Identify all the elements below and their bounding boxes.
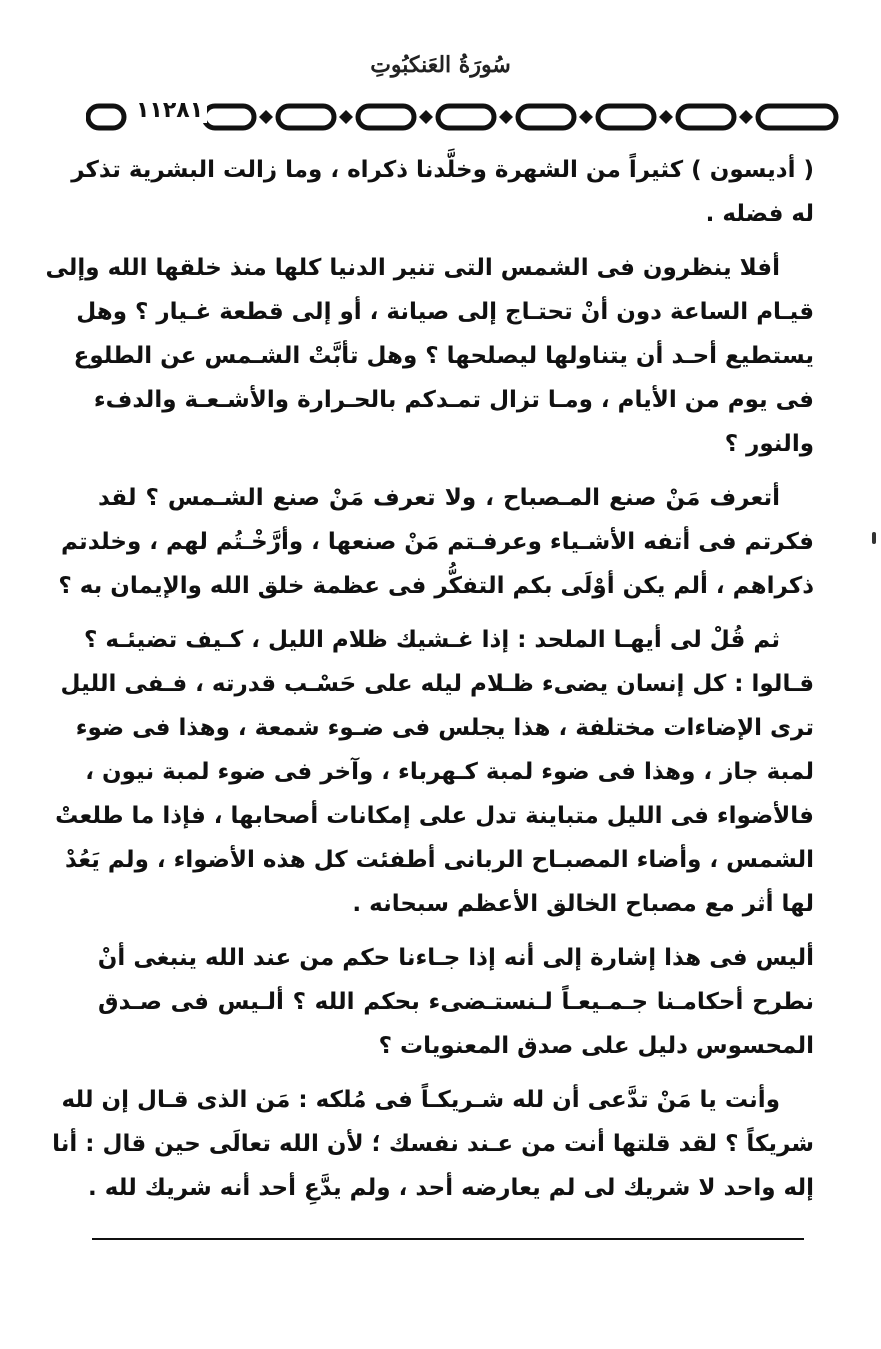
text-line: قـالوا : كل إنسان يضىء ظـلام ليله على حَسْـب قدرته ، فـفى الليل [60,671,814,697]
text-line: فكرتم فى أتفه الأشـياء وعرفـتم مَنْ صنعها ، وأرَّخْـتُم لهم ، وخلدتم [61,529,814,555]
text-line: أليس فى هذا إشارة إلى أنه إذا جـاءنا حكم من عند الله ينبغى أنْ [97,945,814,971]
text-line: وأنت يا مَنْ تدَّعى أن لله شـريكـاً فى مُلكه : مَن الذى قـال إن لله [61,1087,780,1113]
paragraph [52,1078,814,1210]
text-line: يستطيع أحـد أن يتناولها ليصلحها ؟ وهل تأبَّتْ الشـمس عن الطلوع [73,343,814,369]
paragraph [58,476,814,608]
text-line: أتعرف مَنْ صنع المـصباح ، ولا تعرف مَنْ صنع الشـمس ؟ لقد [98,485,780,511]
text-line: المحسوس دليل على صدق المعنويات ؟ [378,1033,814,1059]
text-line: شريكاً ؟ لقد قلتها أنت من عـند نفسك ؛ لأن الله تعالَى حين قال : أنا [52,1131,814,1157]
paragraph [45,246,814,466]
text-line: إله واحد لا شريك لى لم يعارضه أحد ، ولم يدَّعِ أحد أنه شريك لله . [88,1175,814,1201]
paragraph [98,936,814,1068]
text-line: أفلا ينظرون فى الشمس التى تنير الدنيا كلها منذ خلقها الله وإلى [45,255,780,281]
text-line: ذكراهم ، ألم يكن أوْلَى بكم التفكُّر فى عظمة خلق الله والإيمان به ؟ [58,573,814,599]
text-line: ثم قُلْ لى أيهـا الملحد : إذا غـشيك ظلام الليل ، كـيف تضيئـه ؟ [84,627,780,653]
footnote-divider [92,1238,804,1240]
scan-mark [872,532,876,544]
text-line: لمبة جاز ، وهذا فى ضوء لمبة كـهرباء ، وآخر فى ضوء لمبة نيون ، [85,759,814,785]
text-line: نطرح أحكامـنا جـمـيعـاً لـنستـضىء بحكم الله ؟ ألـيس فى صـدق [98,989,814,1015]
paragraph [71,148,814,236]
surah-title: سُورَةُ العَنكبُوتِ [370,52,511,78]
text-line: لها أثر مع مصباح الخالق الأعظم سبحانه . [352,891,814,917]
text-line: فالأضواء فى الليل متباينة تدل على إمكانات أصحابها ، فإذا ما طلعتْ [55,803,814,829]
text-line: له فضله . [705,201,814,227]
page-body [45,148,814,1220]
text-line: فى يوم من الأيام ، ومـا تزال تمـدكم بالحـرارة والأشـعـة والدفء [93,387,814,413]
page-number: ١١٢٨١ [132,98,207,123]
text-line: ترى الإضاءات مختلفة ، هذا يجلس فى ضـوء شمعة ، وهذا فى ضوء [75,715,814,741]
text-line: قيـام الساعة دون أنْ تحتـاج إلى صيانة ، أو إلى قطعة غـيار ؟ وهل [76,299,814,325]
text-line: ( أديسون ) كثيراً من الشهرة وخلَّدنا ذكراه ، وما زالت البشرية تذكر [71,157,814,183]
text-line: والنور ؟ [724,431,814,457]
paragraph [55,618,814,926]
text-line: الشمس ، وأضاء المصبـاح الربانى أطفئت كل هذه الأضواء ، ولم يَعُدْ [64,847,814,873]
